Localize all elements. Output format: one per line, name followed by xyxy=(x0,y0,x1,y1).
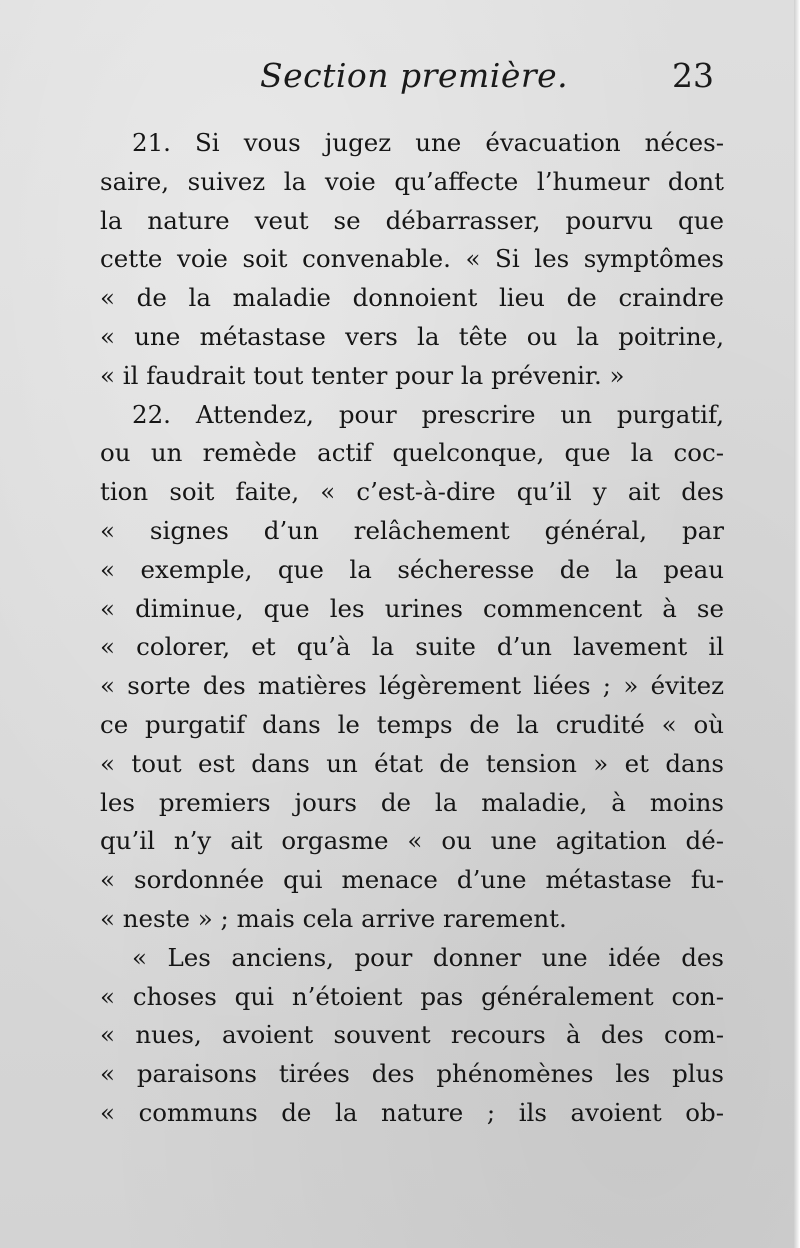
text-line: « de la maladie donnoient lieu de craindre xyxy=(100,283,724,313)
text-line: « Les anciens, pour donner une idée des xyxy=(132,942,724,972)
text-line: 21. Si vous jugez une évacuation néces- xyxy=(132,128,724,157)
text-line: cette voie soit convenable. « Si les symptômes xyxy=(100,244,724,274)
text-line: « communs de la nature ; ils avoient ob- xyxy=(100,1097,724,1127)
text-line: « nues, avoient souvent recours à des com- xyxy=(100,1020,724,1050)
text-line: « colorer, et qu’à la suite d’un lavement il xyxy=(100,632,724,662)
text-line: la nature veut se débarrasser, pourvu que xyxy=(100,205,724,235)
text-line: « exemple, que la sécheresse de la peau xyxy=(100,554,724,584)
text-line: ou un remède actif quelconque, que la coc- xyxy=(100,438,724,468)
text-line: tion soit faite, « c’est-à-dire qu’il y ait des xyxy=(100,477,724,507)
text-line: « signes d’un relâchement général, par xyxy=(100,515,724,545)
text-line: saire, suivez la voie qu’affecte l’humeur dont xyxy=(100,166,724,196)
text-line: « diminue, que les urines commencent à se xyxy=(100,593,724,623)
text-line: « il faudrait tout tenter pour la prévenir. » xyxy=(100,360,625,390)
text-line: les premiers jours de la maladie, à moins xyxy=(100,787,724,817)
text-line: « une métastase vers la tête ou la poitrine, xyxy=(100,321,724,351)
text-line: ce purgatif dans le temps de la crudité « où xyxy=(100,709,724,739)
page-edge xyxy=(794,0,800,1248)
text-line: « choses qui n’étoient pas généralement con- xyxy=(100,981,724,1011)
text-line: qu’il n’y ait orgasme « ou une agitation dé- xyxy=(100,826,724,856)
page-header xyxy=(100,56,720,106)
text-line: « sorte des matières légèrement liées ; » évitez xyxy=(100,671,724,701)
text-line: « paraisons tirées des phénomènes les plus xyxy=(100,1059,724,1089)
text-line: « tout est dans un état de tension » et dans xyxy=(100,748,724,778)
text-line: 22. Attendez, pour prescrire un purgatif, xyxy=(132,399,724,429)
page-number: 23 xyxy=(672,56,714,95)
text-line: « neste » ; mais cela arrive rarement. xyxy=(100,903,567,933)
text-line: « sordonnée qui menace d’une métastase fu- xyxy=(100,865,724,895)
running-title: Section première. xyxy=(260,56,569,95)
text-body xyxy=(100,124,724,1133)
